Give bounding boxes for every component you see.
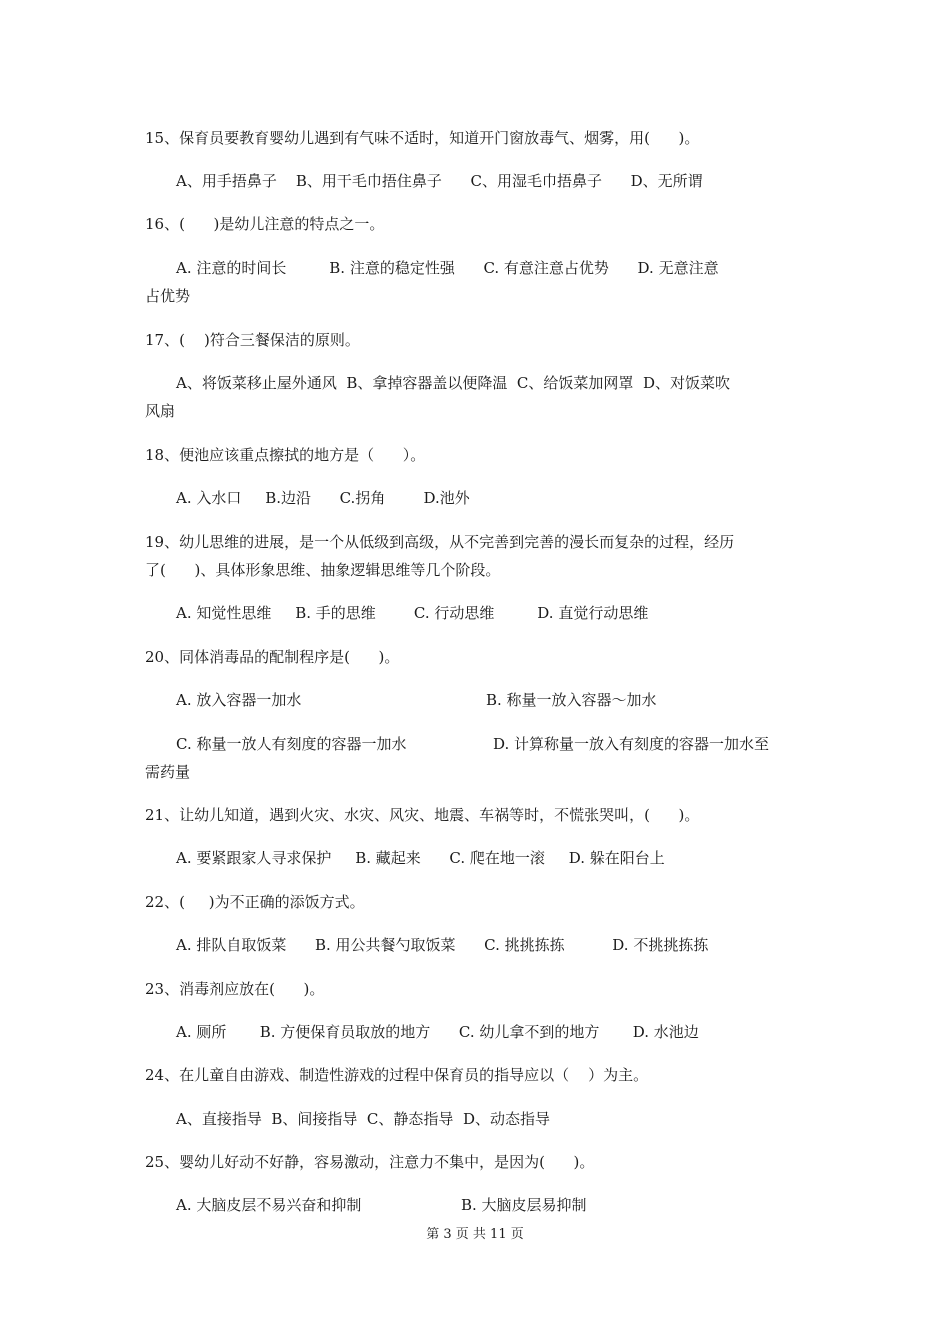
option-c: C. 称量一放人有刻度的容器一加水 <box>176 735 407 753</box>
option-d: D. 计算称量一放入有刻度的容器一加水至 <box>493 735 770 753</box>
question-options: A、用手捂鼻子 B、用干毛巾捂住鼻子 C、用湿毛巾捂鼻子 D、无所谓 <box>176 172 703 190</box>
question-options-continuation: 风扇 <box>145 402 176 420</box>
question-options: A. 知觉性思维 B. 手的思维 C. 行动思维 D. 直觉行动思维 <box>176 604 649 622</box>
question-stem: 18、便池应该重点擦拭的地方是（ ）。 <box>145 446 426 464</box>
question-stem: 17、( )符合三餐保洁的原则。 <box>145 331 360 349</box>
option-a: A. 放入容器一加水 <box>176 691 302 709</box>
question-options-continuation: 占优势 <box>145 287 191 305</box>
question-stem: 23、消毒剂应放在( )。 <box>145 980 325 998</box>
question-stem: 20、同体消毒品的配制程序是( )。 <box>145 648 400 666</box>
option-a: A. 大脑皮层不易兴奋和抑制 <box>176 1196 362 1214</box>
question-stem: 24、在儿童自由游戏、制造性游戏的过程中保育员的指导应以（ ）为主。 <box>145 1066 649 1084</box>
question-options: A. 注意的时间长 B. 注意的稳定性强 C. 有意注意占优势 D. 无意注意 <box>176 259 719 277</box>
question-stem: 25、婴幼儿好动不好静，容易激动，注意力不集中，是因为( )。 <box>145 1153 595 1171</box>
option-b: B. 称量一放入容器～加水 <box>486 691 657 709</box>
question-options: A. 要紧跟家人寻求保护 B. 藏起来 C. 爬在地一滚 D. 躲在阳台上 <box>176 849 665 867</box>
question-options-continuation: 需药量 <box>145 763 191 781</box>
question-options: A、直接指导 B、间接指导 C、静态指导 D、动态指导 <box>176 1110 550 1128</box>
question-stem: 16、( )是幼儿注意的特点之一。 <box>145 215 385 233</box>
question-stem: 22、( )为不正确的添饭方式。 <box>145 893 365 911</box>
option-b: B. 大脑皮层易抑制 <box>461 1196 587 1214</box>
question-stem: 21、让幼儿知道，遇到火灾、水灾、风灾、地震、车祸等时，不慌张哭叫，( )。 <box>145 806 700 824</box>
question-stem: 15、保育员要教育婴幼儿遇到有气味不适时，知道开门窗放毒气、烟雾，用( )。 <box>145 129 700 147</box>
question-options: A. 厕所 B. 方便保育员取放的地方 C. 幼儿拿不到的地方 D. 水池边 <box>176 1023 699 1041</box>
page-footer: 第 3 页 共 11 页 <box>426 1227 524 1242</box>
question-options: A. 排队自取饭菜 B. 用公共餐勺取饭菜 C. 挑挑拣拣 D. 不挑挑拣拣 <box>176 936 709 954</box>
question-options: A、将饭菜移止屋外通风 B、拿掉容器盖以便降温 C、给饭菜加网罩 D、对饭菜吹 <box>176 374 730 392</box>
question-stem-continuation: 了( )、具体形象思维、抽象逻辑思维等几个阶段。 <box>145 561 501 579</box>
question-stem: 19、幼儿思维的进展，是一个从低级到高级，从不完善到完善的漫长而复杂的过程，经历 <box>145 533 735 551</box>
question-options: A. 入水口 B.边沿 C.拐角 D.池外 <box>176 489 470 507</box>
